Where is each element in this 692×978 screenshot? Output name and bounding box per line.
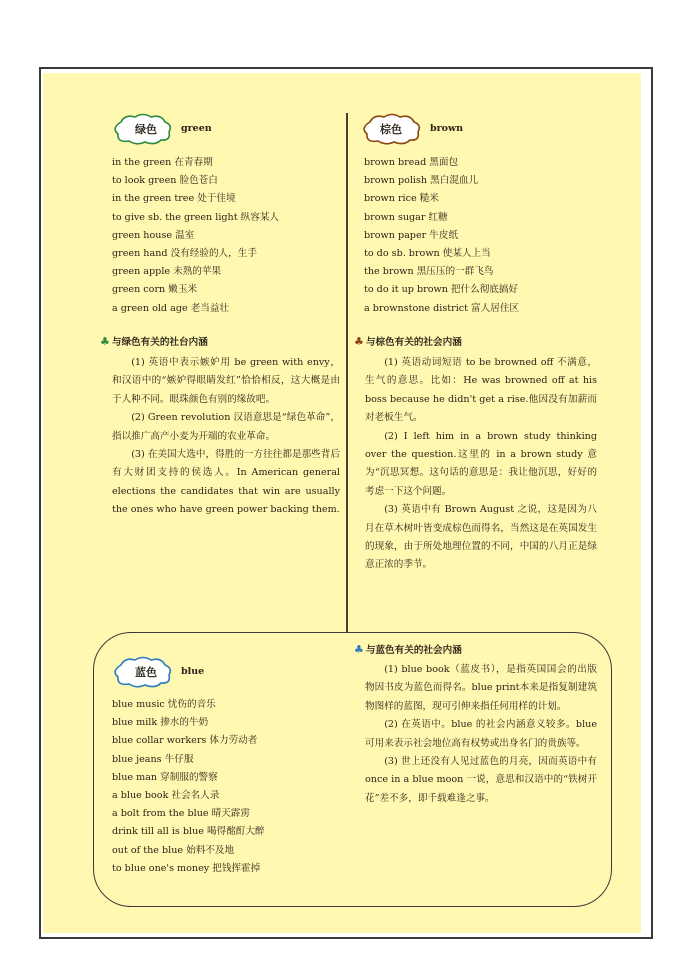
list-item: blue man 穿制服的警察 — [112, 771, 218, 783]
blue-heading — [111, 655, 231, 689]
list-item: brown rice 糙米 — [364, 193, 439, 205]
column-divider — [346, 113, 348, 633]
green-phrase-list — [112, 154, 337, 318]
list-item: a brownstone district 富人居住区 — [364, 302, 520, 314]
paragraph: (2) I left him in a brown study thinking over the question.这里的 in a brown study 意为“沉思冥想。这句话的意思是：我让他沉思，好好的考虑一下这个问题。 — [365, 430, 597, 497]
clover-icon: ♣ — [100, 335, 110, 348]
green-title-cn: 绿色 — [135, 123, 157, 136]
list-item: blue music 忧伤的音乐 — [112, 699, 216, 710]
list-item: in the green 在青春期 — [112, 157, 213, 168]
paragraph: (3) 英语中有 Brown August 之说，这是因为八月在草木树叶皆变成棕色而得名，当然这是在英国发生的现象，由于所处地理位置的不同，中国的八月正是绿意正浓的季节。 — [365, 504, 597, 571]
list-item: blue collar workers 体力劳动者 — [112, 735, 258, 747]
clover-icon: ♣ — [354, 643, 364, 656]
green-section-title: ♣ 与绿色有关的社台内涵 — [100, 335, 208, 348]
paragraph: (1) 英语动词短语 to be browned off 不满意，生气的意思。比如：He was browned off at his boss because he didn't get a rise.他因没有加薪而对老板生气。 — [365, 357, 597, 424]
list-item: brown bread 黑面包 — [364, 157, 459, 168]
brown-phrase-list — [364, 154, 599, 318]
brown-title-cn: 棕色 — [380, 123, 402, 136]
list-item: to do sb. brown 使某人上当 — [364, 248, 491, 260]
green-title-en: green — [181, 123, 212, 134]
list-item: a blue book 社会名人录 — [112, 790, 220, 802]
list-item: blue milk 掺水的牛奶 — [112, 717, 209, 729]
blue-phrase-list — [112, 696, 337, 878]
paragraph: (2) Green revolution 汉语意思是“绿色革命”，指以推广高产小麦为开端的农业革命。 — [112, 412, 340, 442]
list-item: brown polish 黑白混血儿 — [364, 175, 479, 187]
list-item: green corn 嫩玉米 — [112, 284, 198, 296]
brown-section-title: ♣ 与棕色有关的社会内涵 — [354, 335, 462, 348]
paragraph: (3) 在美国大选中，得胜的一方往往都是那些背后有大财团支持的侯选人。In American general elections the candidates that win are usually the ones who have green power backing them. — [112, 449, 340, 516]
list-item: to blue one's money 把钱挥霍掉 — [112, 862, 261, 874]
list-item: the brown 黑压压的一群飞鸟 — [364, 266, 494, 278]
brown-title-en: brown — [430, 123, 464, 134]
list-item: drink till all is blue 喝得酩酊大醉 — [112, 826, 265, 838]
clover-icon: ♣ — [354, 335, 364, 348]
list-item: brown paper 牛皮纸 — [364, 229, 459, 241]
list-item: green hand 没有经验的人，生手 — [112, 248, 257, 260]
list-item: to look green 脸色苍白 — [112, 175, 218, 187]
paragraph: (2) 在英语中。blue 的社会内涵意义较多。blue 可用来表示社会地位高有权势或出身名门的贵族等。 — [365, 719, 597, 749]
blue-title-cn: 蓝色 — [135, 666, 157, 679]
brown-heading — [360, 112, 480, 146]
paragraph: (1) blue book（蓝皮书），是指英国国会的出版物因书皮为蓝色而得名。blue print本来是指复制建筑物图样的蓝图，现可引伸来指任何用样的计划。 — [365, 664, 597, 712]
blue-section-title: ♣ 与蓝色有关的社会内涵 — [354, 643, 462, 656]
blue-section-body — [365, 661, 597, 808]
list-item: to give sb. the green light 纵容某人 — [112, 211, 280, 223]
green-section-body — [112, 354, 340, 520]
list-item: blue jeans 牛仔服 — [112, 753, 194, 765]
list-item: green apple 未熟的苹果 — [112, 266, 222, 278]
paragraph: (3) 世上还没有人见过蓝色的月亮，因而英语中有 once in a blue moon 一说，意思和汉语中的“铁树开花”差不多，即千载难逢之事。 — [365, 756, 597, 804]
list-item: a green old age 老当益壮 — [112, 302, 230, 314]
list-item: in the green tree 处于佳境 — [112, 193, 236, 205]
list-item: brown sugar 红糖 — [364, 211, 448, 223]
paragraph: (1) 英语中表示嫉妒用 be green with envy，和汉语中的“嫉妒得眼睛发红”恰恰相反，这大概是由于人种不同。眼珠颜色有别的缘故吧。 — [112, 357, 340, 405]
blue-title-en: blue — [181, 666, 205, 677]
list-item: out of the blue 始料不及地 — [112, 844, 235, 856]
list-item: a bolt from the blue 晴天霹雳 — [112, 808, 250, 820]
green-heading — [111, 112, 231, 146]
brown-section-body — [365, 354, 597, 575]
list-item: to do it up brown 把什么彻底搞好 — [364, 284, 519, 296]
list-item: green house 温室 — [112, 229, 195, 241]
